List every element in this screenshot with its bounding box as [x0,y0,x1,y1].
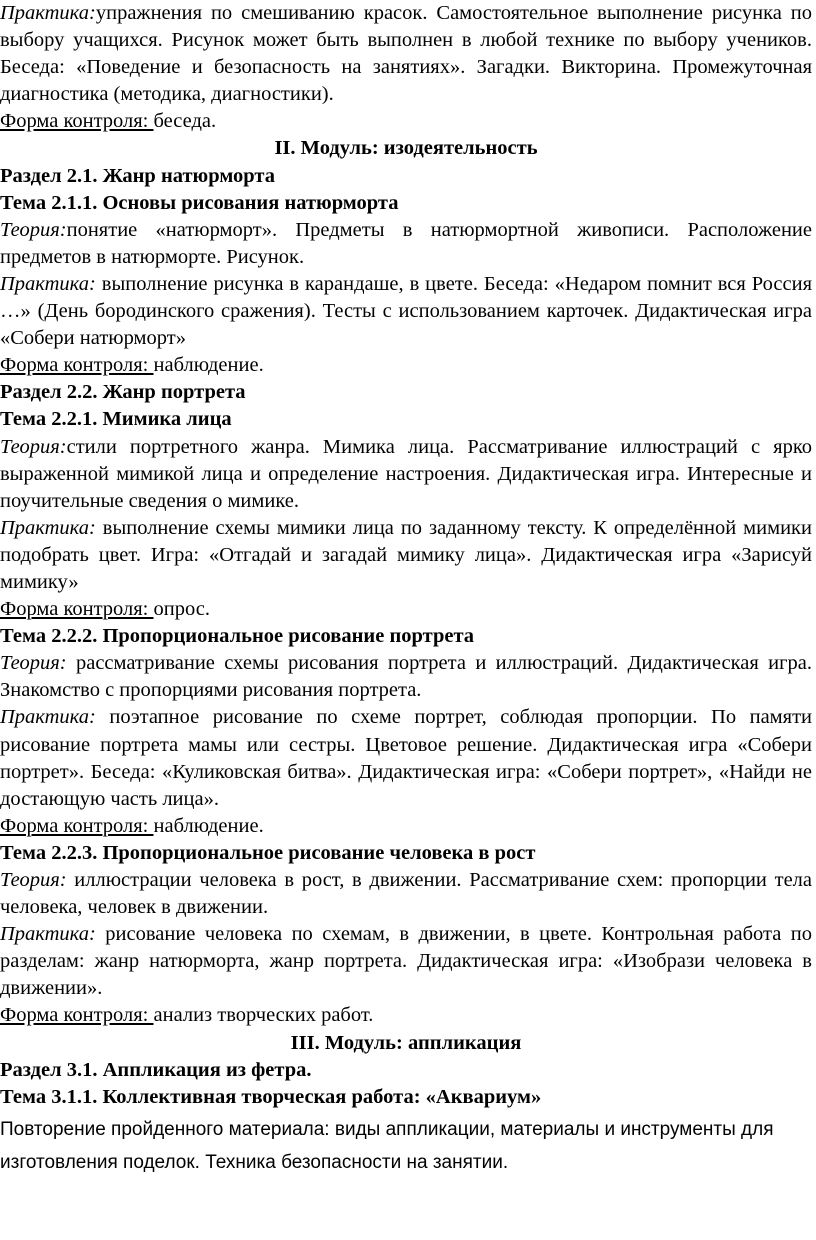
practice-text: выполнение схемы мимики лица по заданному тексту. К определённой мимики подобрать цвет. Игра: «Отгадай и загадай мимику лица». Дидактическая игра «Зарисуй мимику» [0,516,812,593]
section-2-2-title: Раздел 2.2. Жанр портрета [0,381,246,404]
control-label: Форма контроля: [0,1004,154,1027]
practice-label: Практика: [0,706,96,729]
practice-text: рисование человека по схемам, в движении, в цвете. Контрольная работа по разделам: жанр натюрморта, жанр портрета. Дидактическая игра: «Изобрази человека в движении». [0,923,812,1000]
topic-2-2-1-theory [0,434,812,515]
control-label: Форма контроля: [0,354,154,377]
practice-label: Практика: [0,516,96,539]
topic-2-1-1-theory [0,217,812,271]
topic-2-2-2-practice [0,704,812,812]
control-label: Форма контроля: [0,110,154,133]
theory-text: иллюстрации человека в рост, в движении. Рассматривание схем: пропорции тела человека, человек в движении. [0,869,812,919]
practice-label: Практика: [0,2,96,24]
theory-label: Теория: [0,435,67,458]
theory-label: Теория: [0,218,67,241]
practice-label: Практика: [0,923,96,946]
topic-2-2-1-practice [0,515,812,596]
topic-2-2-3-control [0,1002,812,1029]
control-text: опрос. [153,598,210,621]
topic-2-2-1-control [0,596,812,623]
control-text: наблюдение. [153,354,264,377]
control-label: Форма контроля: [0,814,154,837]
theory-text: стили портретного жанра. Мимика лица. Рассматривание иллюстраций с ярко выраженной мимикой лица и определение настроения. Дидактическая игра. Интересные и поучительные сведения о мимике. [0,435,812,512]
topic-2-2-3-theory [0,867,812,921]
module-2-title: II. Модуль: изодеятельность [274,137,538,160]
topic-2-1-1-title: Тема 2.1.1. Основы рисования натюрморта [0,191,399,214]
topic-3-1-1-text: Повторение пройденного материала: виды аппликации, материалы и инструменты для изготовления поделок. Техника безопасности на занятии. [0,1118,774,1173]
module-3-title: III. Модуль: аппликация [290,1031,522,1054]
topic-2-2-1-title: Тема 2.2.1. Мимика лица [0,408,232,431]
topic-2-2-2-title: Тема 2.2.2. Пропорциональное рисование портрета [0,625,475,648]
practice-text: выполнение рисунка в карандаше, в цвете. Беседа: «Недаром помнит вся Россия …» (День бородинского сражения). Тесты с использованием карточек. Дидактическая игра «Собери натюрморт» [0,272,812,350]
topic-2-1-1-control [0,352,812,379]
topic-2-2-3-title: Тема 2.2.3. Пропорциональное рисование человека в рост [0,841,536,864]
section-3-1-title: Раздел 3.1. Аппликация из фетра. [0,1058,312,1081]
topic-2-2-3-practice [0,921,812,1002]
section-2-1-title: Раздел 2.1. Жанр натюрморта [0,164,275,187]
intro-practice-paragraph [0,0,812,108]
control-label: Форма контроля: [0,598,154,621]
practice-text: поэтапное рисование по схеме портрет, соблюдая пропорции. По памяти рисование портрета мамы или сестры. Цветовое решение. Дидактическая игра «Собери портрет». Беседа: «Куликовская битва». Дидактическая игра: «Собери портрет», «Найди не достающую часть лица». [0,706,812,810]
theory-label: Теория: [0,869,67,891]
practice-text: упражнения по смешиванию красок. Самостоятельное выполнение рисунка по выбору учащихся. Рисунок может быть выполнен в любой технике по выбору учеников. Беседа: «Поведение и безопасность на занятиях». Загадки. Викторина. Промежуточная диагностика (методика, диагностики). [0,2,812,106]
control-text: анализ творческих работ. [153,1004,374,1027]
practice-label: Практика: [0,272,96,295]
theory-text: понятие «натюрморт». Предметы в натюрмортной живописи. Расположение предметов в натюрморте. Рисунок. [0,218,812,268]
intro-control-paragraph [0,108,812,135]
topic-2-2-2-theory [0,650,812,704]
topic-2-1-1-practice [0,271,812,352]
theory-label: Теория: [0,652,67,675]
control-text: беседа. [153,110,217,133]
control-text: наблюдение. [153,814,264,837]
topic-2-2-2-control [0,813,812,840]
topic-3-1-1-title: Тема 3.1.1. Коллективная творческая работа: «Аквариум» [0,1085,542,1108]
theory-text: рассматривание схемы рисования портрета и иллюстраций. Дидактическая игра. Знакомство с пропорциями рисования портрета. [0,652,812,702]
